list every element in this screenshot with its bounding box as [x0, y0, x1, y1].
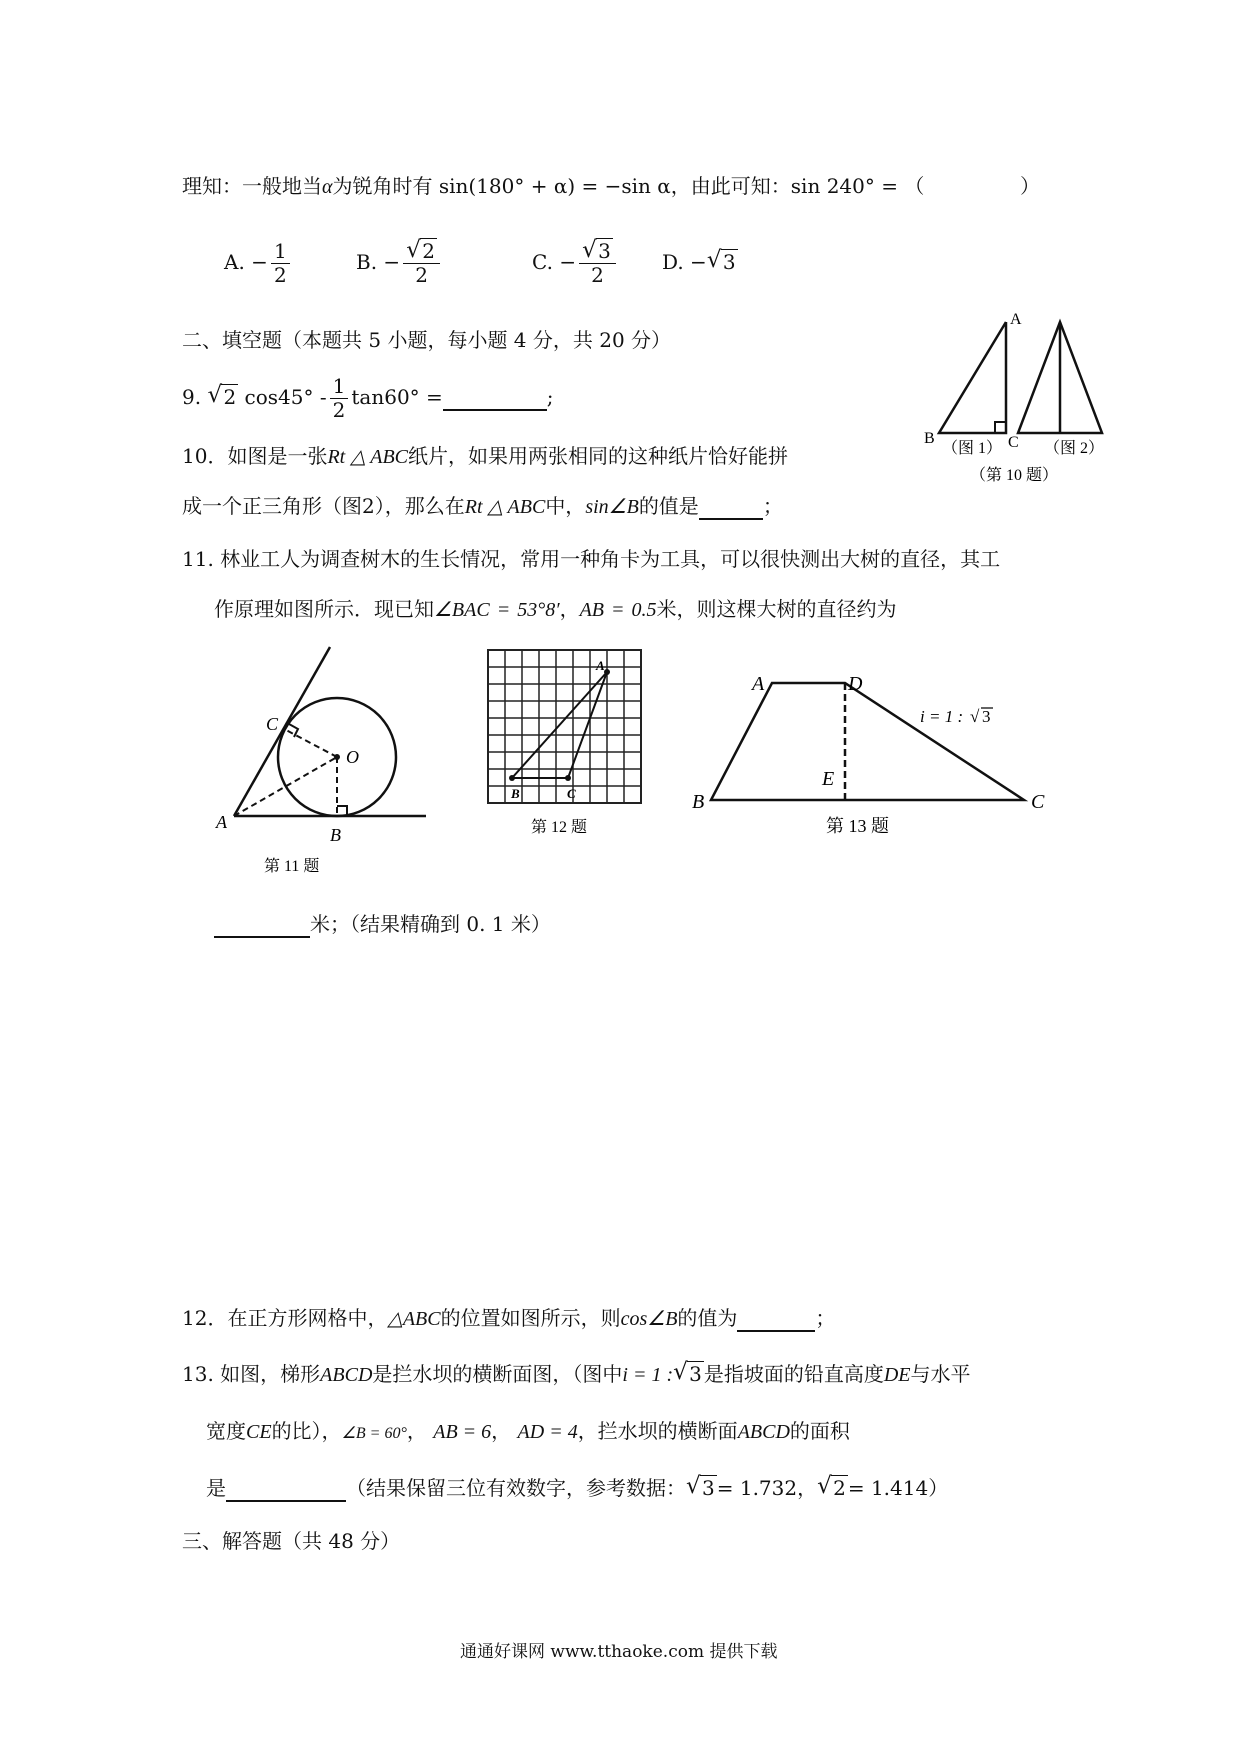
q9-radical: √ 2 [207, 385, 238, 409]
q13-line-3: 是 （结果保留三位有效数字，参考数据：√ 3 = 1.732，√ 2 = 1.414） [206, 1472, 948, 1502]
q8-close-paren: ） [1020, 174, 1040, 198]
section-3-title: 三、解答题（共 48 分） [182, 1529, 401, 1553]
q11-label-a: A [216, 812, 227, 832]
q11-segment-oc [286, 730, 337, 757]
q8-text-c: ，由此可知： [670, 174, 791, 198]
section-2-title: 二、填空题（本题共 5 小题，每小题 4 分，共 20 分） [182, 328, 672, 352]
q8-option-a: A. − $\frac{1}{2}$ [224, 240, 293, 287]
q10-fig2-caption: （图 2） [1044, 440, 1105, 457]
q12-triangle [512, 672, 607, 778]
q8-option-c-fraction: √ $\frac{3}{2}$ [579, 240, 616, 287]
q12-figure [486, 648, 646, 838]
q10-figure [920, 310, 1170, 500]
q13-figure [688, 670, 1058, 845]
q8-stem [182, 170, 924, 199]
q8-formula: sin(180° + α) = −sin α [438, 174, 671, 198]
q11-line-3: 米；（结果精确到 0. 1 米） [214, 908, 551, 938]
q12-label-c: C [567, 786, 576, 801]
q8-option-b-fraction: √ $\frac{2}{2}$ [403, 240, 440, 287]
page-footer: 通通好课网 www.tthaoke.com 提供下载 [460, 1642, 778, 1662]
q9-answer-blank[interactable] [443, 385, 547, 411]
q10-line-1: 10．如图是一张Rt △ ABC纸片，如果用两张相同的这种纸片恰好能拼 [182, 444, 789, 468]
q13-label-e: E [822, 768, 835, 790]
q8-text-a: 理知：一般地当 [182, 174, 322, 198]
q11-answer-blank[interactable] [214, 912, 310, 938]
q13-label-a: A [752, 673, 765, 695]
q13-line-2: 宽度CE的比），∠B = 60°， AB = 6， AD = 4，拦水坝的横断面ABCD的面积 [206, 1419, 850, 1443]
q12-text: 12．在正方形网格中，△ABC的位置如图所示，则cos∠B的值为 ； [182, 1306, 836, 1330]
q11-label-b: B [330, 825, 341, 845]
q9-fraction: $\frac{1}{2}$ [330, 375, 349, 422]
q13-slope-radical: 3 [982, 707, 991, 726]
q12-label-a: A [596, 658, 605, 673]
q12-label-b: B [511, 786, 520, 801]
q8-option-b: B. − √ $\frac{2}{2}$ [356, 240, 443, 287]
q8-alpha: α [322, 176, 333, 198]
q9: 9. √ 2 cos45° - $\frac{1}{2}$ tan60° = ; [182, 375, 554, 422]
q13-line-1: 13. 如图，梯形ABCD是拦水坝的横断面图，（图中i = 1 :√ 3 是指坡面的铅直高度DE与水平 [182, 1358, 971, 1387]
q10-answer-blank[interactable] [699, 494, 763, 520]
q13-slope-label: i = 1 : [920, 707, 964, 726]
q11-ray-ac [234, 647, 330, 816]
q11-caption: 第 11 题 [264, 858, 320, 875]
q13-label-d: D [848, 673, 863, 695]
q11-line-1: 11. 林业工人为调查树木的生长情况，常用一种角卡为工具，可以很快测出大树的直径，其工 [182, 547, 1001, 571]
q11-label-o: O [346, 747, 359, 767]
q10-fig1-caption: （图 1） [942, 440, 1003, 457]
q13-label-c: C [1031, 791, 1045, 813]
q8-option-d-radical: √ 3 [707, 250, 738, 274]
q8-option-a-fraction: $\frac{1}{2}$ [271, 240, 290, 287]
q10-label-c: C [1008, 434, 1019, 451]
q11-label-c: C [266, 714, 279, 734]
q8-option-c: C. − √ $\frac{3}{2}$ [532, 240, 619, 287]
q10-label-b: B [924, 430, 935, 447]
q13-answer-blank[interactable] [226, 1476, 346, 1502]
q13-caption: 第 13 题 [826, 816, 889, 836]
q8-ask: sin 240° = （ [790, 174, 925, 198]
q8-text-b: 为锐角时有 [332, 174, 433, 198]
q8-option-d: D. −√ 3 [662, 250, 738, 274]
svg-text:√: √ [970, 707, 980, 726]
q10-caption: （第 10 题） [970, 467, 1059, 484]
q12-answer-blank[interactable] [737, 1306, 815, 1332]
q11-figure [210, 642, 440, 882]
q12-caption: 第 12 题 [531, 819, 588, 836]
q13-label-b: B [692, 791, 705, 813]
q10-line-2: 成一个正三角形（图2），那么在Rt △ ABC中，sin∠B的值是 ； [182, 494, 783, 518]
q13-trapezoid [711, 683, 1024, 800]
q10-fig1-triangle [939, 322, 1006, 433]
q10-label-a: A [1010, 311, 1022, 328]
q11-line-2: 作原理如图所示．现已知∠BAC = 53°8′，AB = 0.5米，则这棵大树的直径约为 [214, 597, 897, 621]
q10-fig1-right-angle [995, 422, 1006, 433]
